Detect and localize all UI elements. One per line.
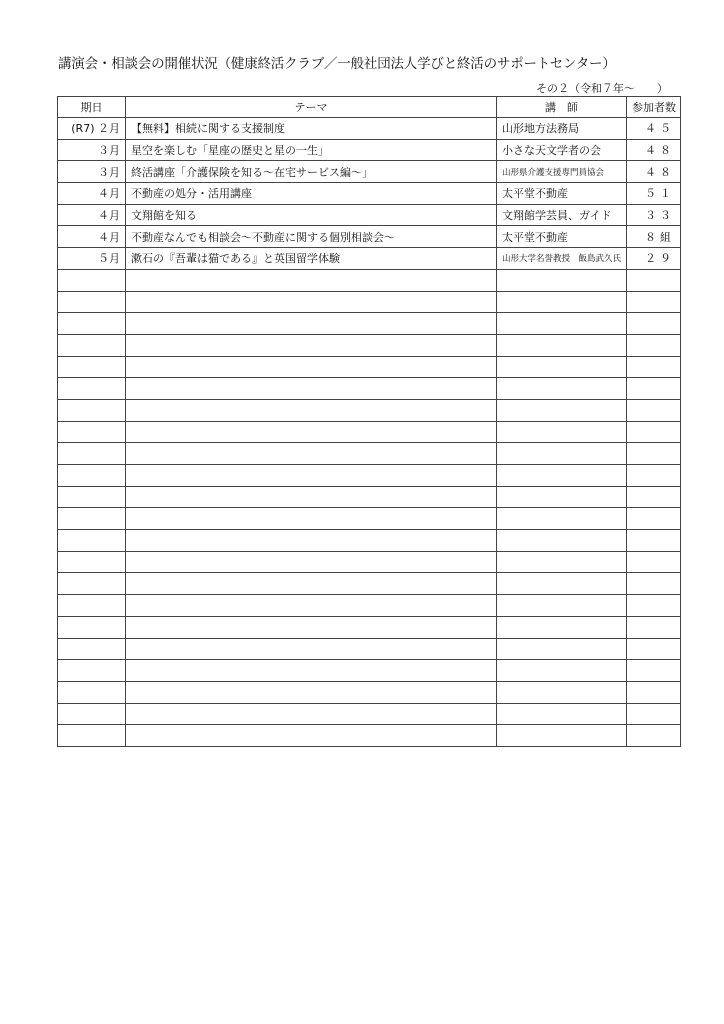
table-row-empty bbox=[58, 681, 681, 703]
table-row-empty bbox=[58, 421, 681, 443]
lecturer-cell bbox=[497, 595, 627, 617]
column-header-lecturer: 講 師 bbox=[497, 97, 627, 118]
attendance-cell bbox=[627, 681, 681, 703]
attendance-cell: ４８ bbox=[627, 139, 681, 161]
date-cell bbox=[58, 486, 126, 508]
lecturer-cell: 山形県介護支援専門員協会 bbox=[497, 161, 627, 183]
table-row-empty bbox=[58, 291, 681, 313]
theme-cell: 文翔館を知る bbox=[126, 204, 497, 226]
table-row-empty bbox=[58, 313, 681, 335]
lecturer-cell: 太平堂不動産 bbox=[497, 226, 627, 248]
date-cell bbox=[58, 508, 126, 530]
date-cell: ４月 bbox=[58, 226, 126, 248]
lecturer-cell bbox=[497, 681, 627, 703]
lecturer-cell bbox=[497, 638, 627, 660]
attendance-cell bbox=[627, 573, 681, 595]
table-row-empty bbox=[58, 399, 681, 421]
date-cell: (R7) ２月 bbox=[58, 118, 126, 140]
table-body bbox=[58, 118, 681, 747]
attendance-cell bbox=[627, 660, 681, 682]
theme-cell bbox=[126, 443, 497, 465]
lecturer-cell bbox=[497, 616, 627, 638]
date-cell bbox=[58, 725, 126, 747]
date-cell bbox=[58, 356, 126, 378]
table-row-empty bbox=[58, 725, 681, 747]
theme-cell bbox=[126, 378, 497, 400]
attendance-cell bbox=[627, 334, 681, 356]
lecturer-cell bbox=[497, 465, 627, 487]
table-header-row bbox=[58, 97, 681, 118]
attendance-cell bbox=[627, 508, 681, 530]
document-title: 講演会・相談会の開催状況（健康終活クラブ／一般社団法人学びと終活のサポートセンター） bbox=[58, 56, 616, 72]
table-row-empty bbox=[58, 465, 681, 487]
theme-cell bbox=[126, 486, 497, 508]
date-cell bbox=[58, 681, 126, 703]
attendance-cell: ４５ bbox=[627, 118, 681, 140]
attendance-cell bbox=[627, 595, 681, 617]
table-row-empty bbox=[58, 443, 681, 465]
attendance-cell bbox=[627, 530, 681, 552]
theme-cell bbox=[126, 313, 497, 335]
lecturer-cell bbox=[497, 551, 627, 573]
date-cell bbox=[58, 638, 126, 660]
lecturer-cell: 山形地方法務局 bbox=[497, 118, 627, 140]
theme-cell: 星空を楽しむ「星座の歴史と星の一生」 bbox=[126, 139, 497, 161]
theme-cell bbox=[126, 638, 497, 660]
column-header-date: 期日 bbox=[58, 97, 126, 118]
lecturer-cell: 山形大学名誉教授 飯島武久氏 bbox=[497, 248, 627, 270]
table-row-empty bbox=[58, 703, 681, 725]
lecturer-cell bbox=[497, 291, 627, 313]
table-row-empty bbox=[58, 508, 681, 530]
date-cell: ４月 bbox=[58, 183, 126, 205]
date-cell bbox=[58, 660, 126, 682]
attendance-cell: ８組 bbox=[627, 226, 681, 248]
lecturer-cell: 小さな天文学者の会 bbox=[497, 139, 627, 161]
date-cell bbox=[58, 551, 126, 573]
table-row bbox=[58, 183, 681, 205]
lecturer-cell bbox=[497, 334, 627, 356]
column-header-attendance: 参加者数 bbox=[627, 97, 681, 118]
date-cell bbox=[58, 269, 126, 291]
theme-cell bbox=[126, 334, 497, 356]
date-cell bbox=[58, 465, 126, 487]
theme-cell: 不動産なんでも相談会～不動産に関する個別相談会～ bbox=[126, 226, 497, 248]
attendance-cell bbox=[627, 551, 681, 573]
attendance-cell: ３３ bbox=[627, 204, 681, 226]
attendance-cell bbox=[627, 443, 681, 465]
table-row bbox=[58, 204, 681, 226]
attendance-cell bbox=[627, 313, 681, 335]
theme-cell bbox=[126, 660, 497, 682]
attendance-cell bbox=[627, 486, 681, 508]
theme-cell bbox=[126, 291, 497, 313]
attendance-cell bbox=[627, 725, 681, 747]
attendance-cell bbox=[627, 421, 681, 443]
attendance-cell bbox=[627, 291, 681, 313]
theme-cell bbox=[126, 725, 497, 747]
lecturer-cell bbox=[497, 313, 627, 335]
table-row-empty bbox=[58, 530, 681, 552]
table-row bbox=[58, 248, 681, 270]
table-row-empty bbox=[58, 660, 681, 682]
attendance-cell: ２９ bbox=[627, 248, 681, 270]
lecturer-cell: 文翔館学芸員、ガイド bbox=[497, 204, 627, 226]
attendance-cell bbox=[627, 703, 681, 725]
theme-cell bbox=[126, 595, 497, 617]
theme-cell: 不動産の処分・活用講座 bbox=[126, 183, 497, 205]
lecturer-cell bbox=[497, 421, 627, 443]
lecturer-cell bbox=[497, 508, 627, 530]
lecturer-cell bbox=[497, 660, 627, 682]
date-cell bbox=[58, 443, 126, 465]
date-cell bbox=[58, 291, 126, 313]
theme-cell bbox=[126, 508, 497, 530]
table-row-empty bbox=[58, 616, 681, 638]
date-cell: ３月 bbox=[58, 139, 126, 161]
table-row-empty bbox=[58, 595, 681, 617]
table-row-empty bbox=[58, 356, 681, 378]
theme-cell bbox=[126, 703, 497, 725]
lecturer-cell bbox=[497, 399, 627, 421]
lecturer-cell bbox=[497, 443, 627, 465]
lecturer-cell bbox=[497, 530, 627, 552]
attendance-cell bbox=[627, 269, 681, 291]
column-header-theme: テーマ bbox=[126, 97, 497, 118]
theme-cell bbox=[126, 681, 497, 703]
date-cell bbox=[58, 378, 126, 400]
table-row-empty bbox=[58, 638, 681, 660]
table-row-empty bbox=[58, 551, 681, 573]
theme-cell: 終活講座「介護保険を知る～在宅サービス編～」 bbox=[126, 161, 497, 183]
date-cell bbox=[58, 616, 126, 638]
attendance-cell: ４８ bbox=[627, 161, 681, 183]
lecturer-cell bbox=[497, 486, 627, 508]
theme-cell: 漱石の『吾輩は猫である』と英国留学体験 bbox=[126, 248, 497, 270]
table-row bbox=[58, 226, 681, 248]
attendance-cell bbox=[627, 638, 681, 660]
table-row-empty bbox=[58, 334, 681, 356]
attendance-cell bbox=[627, 378, 681, 400]
attendance-cell bbox=[627, 399, 681, 421]
theme-cell bbox=[126, 573, 497, 595]
lecturer-cell: 太平堂不動産 bbox=[497, 183, 627, 205]
theme-cell: 【無料】相続に関する支援制度 bbox=[126, 118, 497, 140]
table-row-empty bbox=[58, 378, 681, 400]
events-table bbox=[57, 96, 681, 747]
theme-cell bbox=[126, 530, 497, 552]
attendance-cell: ５１ bbox=[627, 183, 681, 205]
lecturer-cell bbox=[497, 269, 627, 291]
date-cell bbox=[58, 530, 126, 552]
lecturer-cell bbox=[497, 703, 627, 725]
document-subtitle: その２（令和７年～ ） bbox=[536, 82, 668, 95]
theme-cell bbox=[126, 551, 497, 573]
table-row bbox=[58, 118, 681, 140]
date-cell bbox=[58, 313, 126, 335]
date-cell bbox=[58, 399, 126, 421]
date-cell bbox=[58, 334, 126, 356]
lecturer-cell bbox=[497, 378, 627, 400]
theme-cell bbox=[126, 421, 497, 443]
date-cell: ４月 bbox=[58, 204, 126, 226]
date-cell bbox=[58, 573, 126, 595]
table-row bbox=[58, 161, 681, 183]
date-cell: ５月 bbox=[58, 248, 126, 270]
lecturer-cell bbox=[497, 573, 627, 595]
theme-cell bbox=[126, 399, 497, 421]
table-row-empty bbox=[58, 269, 681, 291]
lecturer-cell bbox=[497, 356, 627, 378]
table-row bbox=[58, 139, 681, 161]
theme-cell bbox=[126, 269, 497, 291]
date-cell: ３月 bbox=[58, 161, 126, 183]
lecturer-cell bbox=[497, 725, 627, 747]
attendance-cell bbox=[627, 616, 681, 638]
theme-cell bbox=[126, 465, 497, 487]
attendance-cell bbox=[627, 356, 681, 378]
theme-cell bbox=[126, 616, 497, 638]
table-row-empty bbox=[58, 486, 681, 508]
attendance-cell bbox=[627, 465, 681, 487]
theme-cell bbox=[126, 356, 497, 378]
date-cell bbox=[58, 421, 126, 443]
date-cell bbox=[58, 595, 126, 617]
date-cell bbox=[58, 703, 126, 725]
table-row-empty bbox=[58, 573, 681, 595]
